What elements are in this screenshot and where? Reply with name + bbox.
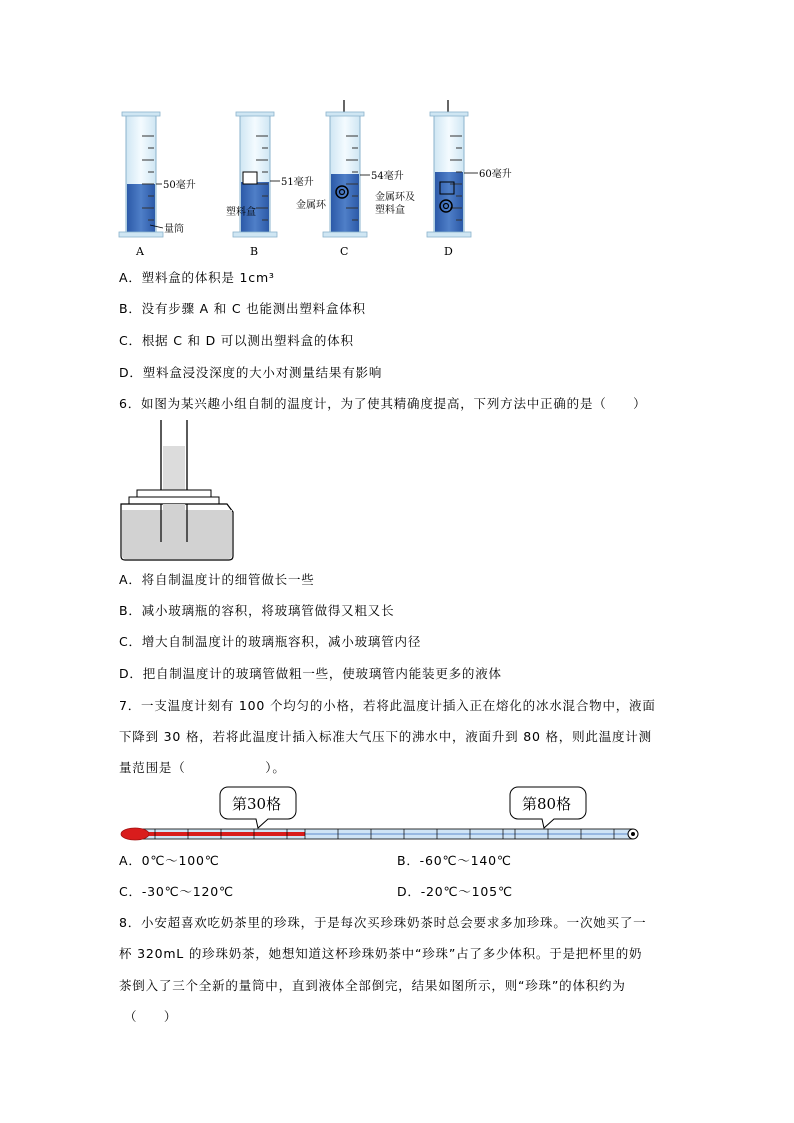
annot-d-line2: 塑料盒 <box>375 205 405 216</box>
annot-d-line1: 金属环及 <box>375 192 415 203</box>
homemade-thermometer-figure <box>115 418 245 563</box>
cylinder-label-b: B <box>250 245 259 258</box>
bubble-30: 第30格 <box>232 795 282 813</box>
q7-option-d: D．-20℃～105℃ <box>397 884 513 899</box>
cylinder-a <box>119 112 196 258</box>
cylinder-label-d: D <box>444 245 453 258</box>
plastic-box-b <box>243 172 257 184</box>
q6-stem: 6．如图为某兴趣小组自制的温度计，为了使其精确度提高，下列方法中正确的是（ ） <box>119 396 647 411</box>
annot-a-reading: 50毫升 <box>163 180 196 191</box>
q6-option-d: D．把自制温度计的玻璃管做粗一些，使玻璃管内能装更多的液体 <box>119 666 502 681</box>
q5-option-b: B．没有步骤 A 和 C 也能测出塑料盒体积 <box>119 301 366 316</box>
annot-c-reading: 54毫升 <box>371 171 404 182</box>
cylinder-b <box>226 112 314 258</box>
measuring-cylinder-figure <box>0 0 794 270</box>
annot-d-reading: 60毫升 <box>479 169 512 180</box>
q5-option-a: A．塑料盒的体积是 1cm³ <box>119 270 275 285</box>
q6-option-b: B．减小玻璃瓶的容积，将玻璃管做得又粗又长 <box>119 603 395 618</box>
q5-option-d: D．塑料盒浸没深度的大小对测量结果有影响 <box>119 365 383 380</box>
cylinder-label-c: C <box>340 245 349 258</box>
q7-option-c: C．-30℃～120℃ <box>119 884 234 899</box>
annot-b-reading: 51毫升 <box>281 177 314 188</box>
bubble-80: 第80格 <box>522 795 572 813</box>
q7-stem-line2: 下降到 30 格，若将此温度计插入标准大气压下的沸水中，液面升到 80 格，则此温度计测 <box>119 729 652 744</box>
q8-line4: （ ） <box>124 1009 178 1024</box>
annot-c-ring: 金属环 <box>296 200 326 211</box>
q6-option-a: A．将自制温度计的细管做长一些 <box>119 572 315 587</box>
q7-option-a: A．0℃～100℃ <box>119 853 220 868</box>
q8-line2: 杯 320mL 的珍珠奶茶，她想知道这杯珍珠奶茶中“珍珠”占了多少体积。于是把杯里的奶 <box>119 946 643 961</box>
q6-option-c: C．增大自制温度计的玻璃瓶容积，减小玻璃管内径 <box>119 634 422 649</box>
q5-option-c: C．根据 C 和 D 可以测出塑料盒的体积 <box>119 333 354 348</box>
q7-stem-line1: 7．一支温度计刻有 100 个均匀的小格，若将此温度计插入正在熔化的冰水混合物中，液面 <box>119 698 656 713</box>
cylinder-label-a: A <box>136 245 144 258</box>
q7-stem-line3: 量范围是（ ）。 <box>119 760 286 775</box>
q8-line1: 8．小安超喜欢吃奶茶里的珍珠，于是每次买珍珠奶茶时总会要求多加珍珠。一次她买了一 <box>119 915 647 930</box>
annot-a-cylinder: 量筒 <box>164 224 184 235</box>
q7-option-b: B．-60℃～140℃ <box>397 853 512 868</box>
annot-b-box: 塑料盒 <box>226 207 256 218</box>
q8-line3: 茶倒入了三个全新的量筒中，直到液体全部倒完，结果如图所示，则“珍珠”的体积约为 <box>119 978 626 993</box>
thermometer-scale-figure <box>115 785 645 845</box>
